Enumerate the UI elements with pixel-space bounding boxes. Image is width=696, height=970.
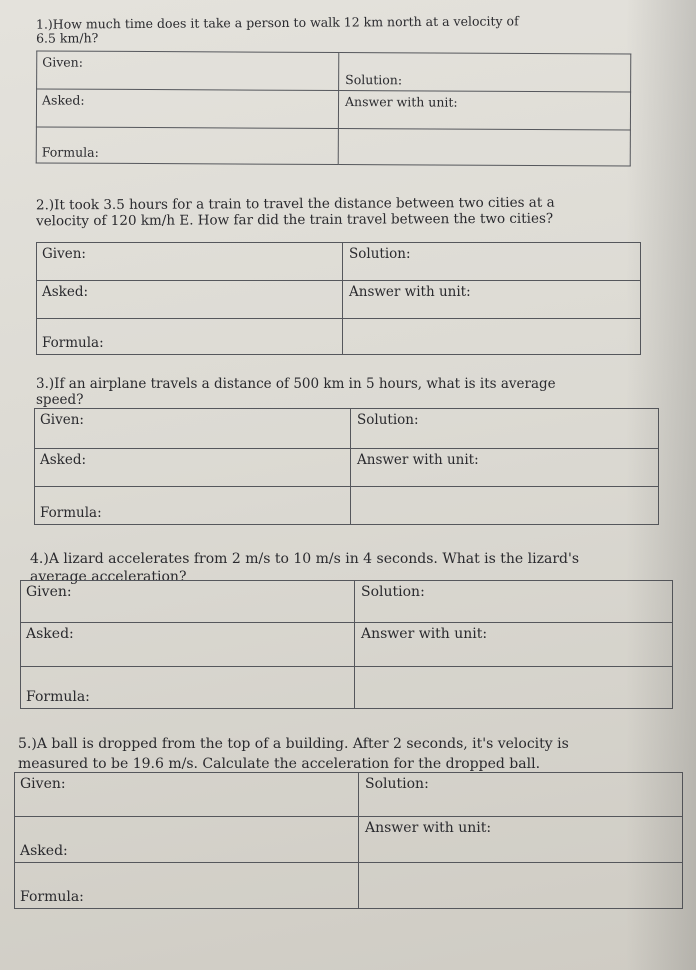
question-2-asked-label: Asked: [42, 284, 89, 300]
question-5-solution-cell[interactable] [359, 773, 683, 817]
question-4-formula-answer-cell[interactable] [355, 667, 673, 709]
question-4-answer-cell[interactable] [355, 623, 673, 667]
question-5-formula-cell[interactable] [15, 863, 359, 909]
question-3-formula-answer-cell[interactable] [351, 487, 659, 525]
question-2-solution-label: Solution: [349, 246, 411, 262]
question-2-solution-cell[interactable] [343, 243, 641, 281]
question-2-formula-cell[interactable] [37, 319, 343, 355]
question-1-solution-label: Solution: [345, 72, 403, 88]
question-2-asked-cell[interactable] [37, 281, 343, 319]
question-4-given-label: Given: [26, 584, 72, 600]
question-1-asked-cell[interactable] [36, 89, 338, 129]
question-1-formula-label: Formula: [41, 144, 99, 160]
question-5-formula-label: Formula: [20, 889, 84, 905]
question-4-table [20, 580, 673, 709]
question-3-line-2: speed? [36, 392, 84, 408]
question-1-table [36, 50, 632, 166]
question-1-answer-label: Answer with unit: [344, 94, 458, 110]
question-3-formula-label: Formula: [40, 505, 102, 521]
question-4-line-2: average acceleration? [30, 569, 187, 585]
question-3-given-label: Given: [40, 412, 84, 428]
question-5-formula-answer-cell[interactable] [359, 863, 683, 909]
question-5-asked-label: Asked: [20, 843, 68, 859]
question-2-answer-cell[interactable] [343, 281, 641, 319]
question-4-asked-label: Asked: [26, 626, 74, 642]
question-3 [36, 376, 556, 408]
question-1 [36, 14, 519, 45]
question-4-answer-label: Answer with unit: [361, 626, 488, 642]
question-2-table [36, 242, 641, 355]
question-4-given-cell[interactable] [21, 581, 355, 623]
question-4-solution-label: Solution: [361, 584, 425, 600]
question-2 [36, 195, 555, 230]
question-1-formula-cell[interactable] [36, 127, 338, 165]
question-3-asked-label: Asked: [40, 452, 87, 468]
question-5-line-2: measured to be 19.6 m/s. Calculate the acceleration for the dropped ball. [18, 756, 541, 772]
question-5-answer-label: Answer with unit: [365, 820, 492, 836]
question-1-given-label: Given: [42, 54, 83, 70]
question-1-line-2: 6.5 km/h? [35, 30, 99, 46]
question-3-answer-cell[interactable] [351, 449, 659, 487]
question-2-line-2: velocity of 120 km/h E. How far did the train travel between the two cities? [36, 210, 554, 230]
question-2-answer-label: Answer with unit: [349, 284, 471, 300]
question-4-solution-cell[interactable] [355, 581, 673, 623]
question-1-asked-label: Asked: [42, 92, 85, 108]
question-3-answer-label: Answer with unit: [357, 452, 479, 468]
question-4-line-1: 4.)A lizard accelerates from 2 m/s to 10 m/s in 4 seconds. What is the lizard's [30, 551, 580, 567]
question-5 [18, 734, 569, 774]
question-1-line-1: 1.)How much time does it take a person to walk 12 km north at a velocity of [35, 13, 519, 32]
question-2-formula-answer-cell[interactable] [343, 319, 641, 355]
question-1-given-cell[interactable] [37, 51, 339, 91]
question-5-line-1: 5.)A ball is dropped from the top of a building. After 2 seconds, it's velocity is [18, 736, 569, 752]
question-4-formula-cell[interactable] [21, 667, 355, 709]
question-3-formula-cell[interactable] [35, 487, 351, 525]
question-2-given-cell[interactable] [37, 243, 343, 281]
question-2-line-1: 2.)It took 3.5 hours for a train to travel the distance between two cities at a [35, 194, 555, 214]
question-5-solution-label: Solution: [365, 776, 429, 792]
question-2-given-label: Given: [42, 246, 86, 262]
question-3-line-1: 3.)If an airplane travels a distance of 500 km in 5 hours, what is its average [36, 376, 556, 392]
question-5-asked-cell[interactable] [15, 817, 359, 863]
question-4-formula-label: Formula: [26, 689, 90, 705]
question-5-answer-cell[interactable] [359, 817, 683, 863]
question-3-asked-cell[interactable] [35, 449, 351, 487]
question-1-solution-cell[interactable] [339, 53, 631, 93]
question-3-table [34, 408, 659, 525]
question-5-given-label: Given: [20, 776, 66, 792]
question-5-given-cell[interactable] [15, 773, 359, 817]
question-1-answer-cell[interactable] [338, 91, 630, 131]
question-5-table [14, 772, 683, 909]
question-3-given-cell[interactable] [35, 409, 351, 449]
question-3-solution-label: Solution: [357, 412, 419, 428]
question-2-formula-label: Formula: [42, 335, 104, 351]
question-4-asked-cell[interactable] [21, 623, 355, 667]
question-3-solution-cell[interactable] [351, 409, 659, 449]
question-1-formula-answer-cell[interactable] [338, 129, 630, 167]
